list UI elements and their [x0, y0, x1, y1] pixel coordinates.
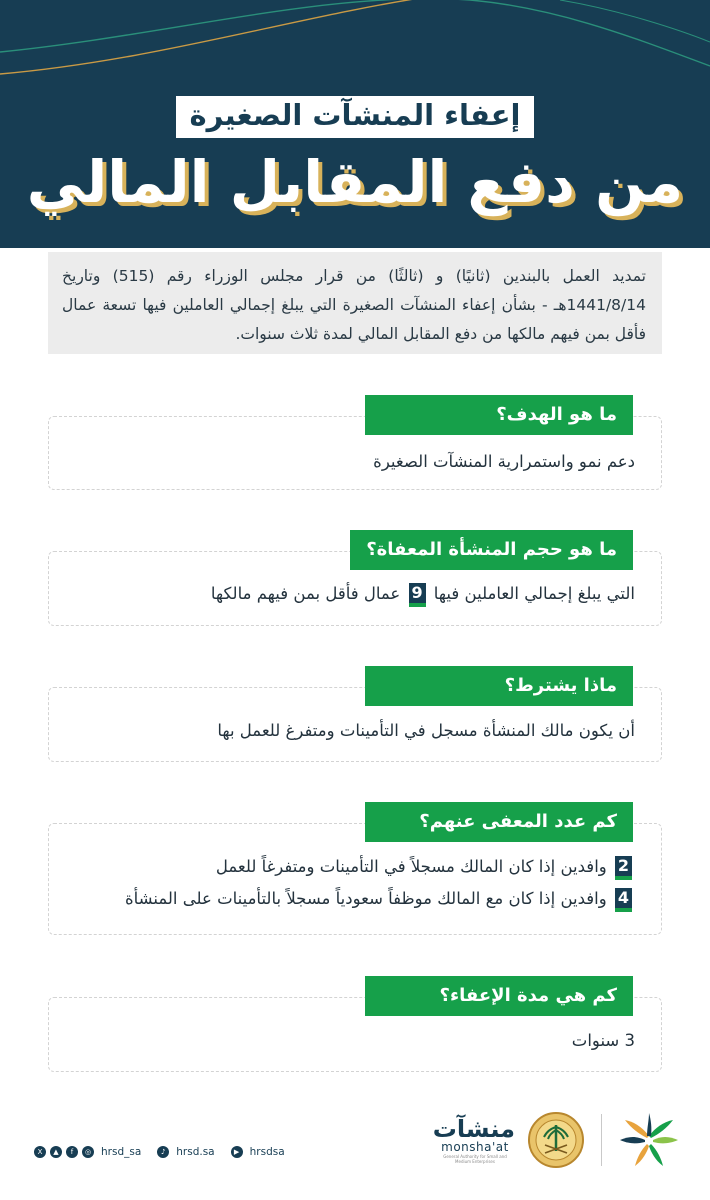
section-size	[48, 539, 662, 626]
list-item	[125, 884, 635, 914]
gold-seal-logo	[527, 1111, 585, 1169]
monshaat-logo: منشآت monsha'at General Authority for Small and Medium Enterprises	[432, 1114, 515, 1164]
count-badge-1: 2	[615, 856, 632, 880]
section-condition-answer: أن يكون مالك المنشأة مسجل في التأمينات ومتفرغ للعمل بها	[217, 721, 635, 740]
section-size-title: ما هو حجم المنشأة المعفاة؟	[350, 530, 633, 570]
section-duration	[48, 985, 662, 1072]
social-handles	[34, 1143, 297, 1161]
count-badge-2: 4	[615, 888, 632, 912]
size-answer-text-1: التي يبلغ إجمالي العاملين فيها	[433, 584, 635, 603]
page-subtitle: إعفاء المنشآت الصغيرة	[176, 96, 535, 138]
section-duration-answer: 3 سنوات	[571, 1031, 635, 1050]
social-handle-3[interactable]: hrsdsa	[249, 1146, 285, 1158]
section-size-answer	[211, 579, 635, 609]
section-duration-title: كم هي مدة الإعفاء؟	[365, 976, 633, 1016]
instagram-icon[interactable]: ◎	[82, 1146, 94, 1158]
section-exempted-title: كم عدد المعفى عنهم؟	[365, 802, 633, 842]
list-item-text: وافدين إذا كان المالك مسجلاً في التأمينات ومتفرغاً للعمل	[215, 857, 607, 876]
youtube-icon[interactable]: ▶	[231, 1146, 243, 1158]
section-exempted-count	[48, 811, 662, 935]
section-condition	[48, 675, 662, 762]
logo-divider	[601, 1114, 602, 1166]
tiktok-icon[interactable]: ♪	[157, 1146, 169, 1158]
section-condition-title: ماذا يشترط؟	[365, 666, 633, 706]
size-number-badge: 9	[409, 583, 426, 607]
header-banner	[0, 0, 710, 248]
list-item-text: وافدين إذا كان مع المالك موظفاً سعودياً مسجلاً بالتأمينات على المنشأة	[125, 889, 607, 908]
social-handle-2[interactable]: hrsd.sa	[176, 1146, 215, 1158]
intro-paragraph: تمديد العمل بالبندين (ثانيًا) و (ثالثًا) من قرار مجلس الوزراء رقم (515) وتاريخ 1441/8/14هـ - بشأن إعفاء المنشآت الصغيرة التي يبلغ إجمالي العاملين فيها تسعة عمال فأقل بمن فيهم مالكها من دفع المقابل المالي لمدة ثلاث سنوات.	[48, 252, 662, 354]
list-item	[125, 852, 635, 882]
section-goal-title: ما هو الهدف؟	[365, 395, 633, 435]
footer-logos	[432, 1105, 680, 1175]
section-goal	[48, 404, 662, 490]
exempted-list	[125, 852, 635, 914]
social-handle-1[interactable]: hrsd_sa	[101, 1146, 142, 1158]
x-icon[interactable]: X	[34, 1146, 46, 1158]
section-goal-answer: دعم نمو واستمرارية المنشآت الصغيرة	[373, 452, 635, 471]
snapchat-icon[interactable]: ▲	[50, 1146, 62, 1158]
page-title: من دفع المقابل المالي	[26, 148, 684, 216]
size-answer-text-2: عمال فأقل بمن فيهم مالكها	[210, 584, 401, 603]
hrsd-star-logo	[618, 1111, 680, 1169]
facebook-icon[interactable]: f	[66, 1146, 78, 1158]
